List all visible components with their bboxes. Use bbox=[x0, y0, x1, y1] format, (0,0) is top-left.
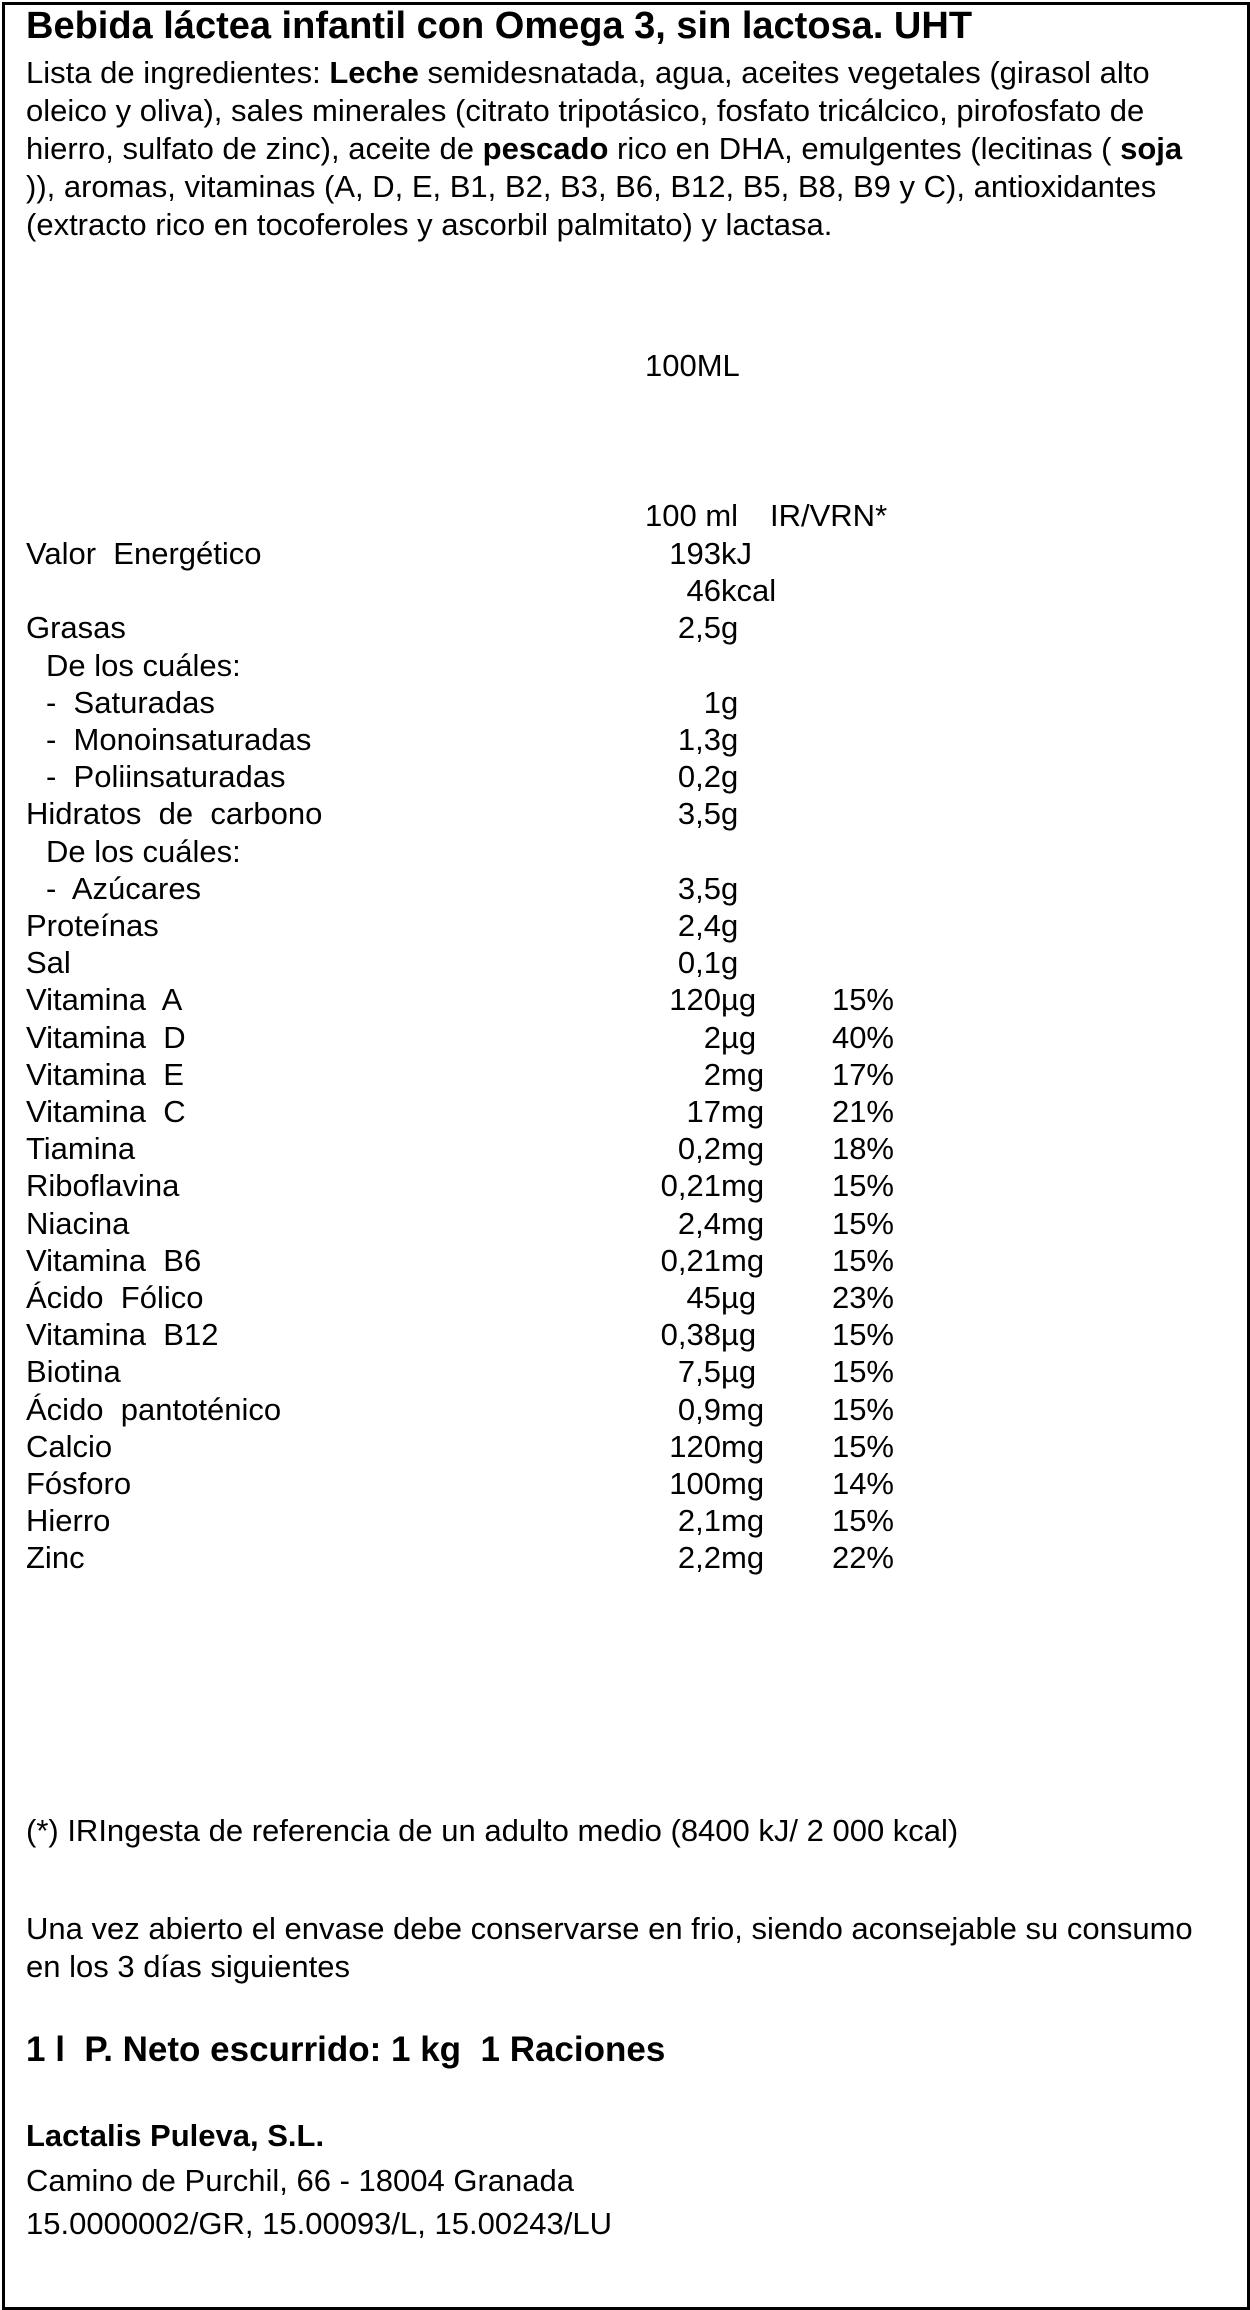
nutrient-ir-percent: 15% bbox=[831, 1317, 894, 1353]
nutrient-value: 2 bbox=[703, 1056, 721, 1092]
nutrient-unit: g bbox=[721, 870, 739, 906]
nutrition-row bbox=[0, 981, 1250, 1018]
nutrient-unit: mg bbox=[721, 1503, 765, 1539]
nutrition-row bbox=[0, 944, 1250, 981]
nutrient-name: Vitamina D bbox=[26, 1019, 186, 1055]
nutrient-unit: mg bbox=[721, 1540, 765, 1576]
allergen-highlight: Leche bbox=[329, 55, 419, 90]
allergen-highlight: soja bbox=[1120, 131, 1183, 166]
nutrient-value: 2,5 bbox=[677, 610, 721, 646]
nutrient-unit: g bbox=[721, 610, 739, 646]
nutrient-unit: mg bbox=[721, 1428, 765, 1464]
nutrient-ir-percent: 15% bbox=[831, 1354, 894, 1390]
ingredients-prefix: Lista de ingredientes: bbox=[26, 55, 330, 90]
nutrition-row bbox=[0, 684, 1250, 721]
nutrient-value: 2 bbox=[703, 1019, 721, 1055]
nutrient-name: Biotina bbox=[26, 1354, 121, 1390]
nutrition-row bbox=[0, 833, 1250, 870]
nutrient-value: 120 bbox=[669, 1428, 721, 1464]
nutrient-ir-percent: 15% bbox=[831, 1168, 894, 1204]
nutrition-row bbox=[0, 870, 1250, 907]
nutrient-value: 0,38 bbox=[660, 1317, 721, 1353]
nutrient-value: 100 bbox=[669, 1466, 721, 1501]
nutrient-unit: mg bbox=[721, 1168, 765, 1204]
nutrient-unit: µg bbox=[721, 982, 757, 1018]
nutrient-unit: g bbox=[721, 796, 739, 832]
nutrient-name: Hidratos de carbono bbox=[26, 796, 323, 832]
nutrition-row bbox=[0, 1093, 1250, 1130]
nutrition-row bbox=[0, 572, 1250, 609]
nutrient-unit: g bbox=[721, 759, 739, 795]
nutrient-ir-percent: 15% bbox=[831, 982, 894, 1018]
nutrient-ir-percent: 17% bbox=[831, 1056, 894, 1092]
nutrient-value: 193 bbox=[669, 536, 721, 571]
nutrient-name: - Saturadas bbox=[46, 684, 215, 720]
nutrient-value: 0,21 bbox=[660, 1168, 721, 1204]
nutrition-row bbox=[0, 1391, 1250, 1428]
company-address: Camino de Purchil, 66 - 18004 Granada bbox=[26, 2163, 574, 2198]
nutrition-row bbox=[0, 1130, 1250, 1167]
nutrient-name: Zinc bbox=[26, 1540, 85, 1576]
nutrition-row bbox=[0, 1242, 1250, 1279]
nutrient-unit: g bbox=[721, 684, 739, 720]
nutrient-ir-percent: 15% bbox=[831, 1391, 894, 1427]
nutrient-name: Sal bbox=[26, 945, 71, 981]
nutrition-row bbox=[0, 1167, 1250, 1204]
nutrient-name: Ácido pantoténico bbox=[26, 1391, 282, 1427]
nutrition-row bbox=[0, 1539, 1250, 1576]
nutrient-unit: kcal bbox=[721, 573, 777, 609]
nutrient-name: Proteínas bbox=[26, 908, 159, 943]
nutrition-row bbox=[0, 609, 1250, 646]
ingredients-segment: rico en DHA, emulgentes (lecitinas ( bbox=[608, 131, 1121, 166]
nutrient-ir-percent: 15% bbox=[831, 1242, 894, 1278]
nutrient-value: 45 bbox=[686, 1280, 721, 1315]
nutrient-unit: kJ bbox=[721, 536, 752, 571]
nutrition-row bbox=[0, 1205, 1250, 1242]
nutrition-row bbox=[0, 647, 1250, 684]
column-header-ir: IR/VRN* bbox=[770, 498, 888, 533]
nutrition-row bbox=[0, 758, 1250, 795]
footnote: (*) IRIngesta de referencia de un adulto medio (8400 kJ/ 2 000 kcal) bbox=[26, 1813, 959, 1848]
nutrient-ir-percent: 22% bbox=[831, 1540, 894, 1576]
nutrition-row bbox=[0, 1353, 1250, 1390]
nutrient-unit: g bbox=[721, 945, 739, 981]
nutrient-name: Vitamina C bbox=[26, 1094, 186, 1129]
nutrient-value: 3,5 bbox=[677, 796, 721, 832]
ingredients-list bbox=[26, 54, 1216, 244]
nutrient-unit: g bbox=[721, 722, 739, 757]
nutrient-unit: µg bbox=[721, 1019, 757, 1055]
nutrition-row bbox=[0, 795, 1250, 832]
column-header-per100: 100 ml bbox=[645, 498, 739, 533]
nutrient-value: 3,5 bbox=[677, 870, 721, 906]
nutrient-name: Grasas bbox=[26, 610, 126, 646]
nutrient-unit: mg bbox=[721, 1094, 765, 1129]
nutrient-unit: g bbox=[721, 908, 739, 943]
ingredients-segment: semidesnatada, agua, aceites vegetales (girasol alto oleico y oliva), sales minerales (citrato tripotásico, fosfato tricálcico, pirofosfato de hierro, sulfato de zinc), aceite de bbox=[26, 55, 1150, 166]
nutrient-name: Ácido Fólico bbox=[26, 1280, 204, 1315]
nutrition-row bbox=[0, 1279, 1250, 1316]
nutrient-name: Valor Energético bbox=[26, 536, 262, 571]
nutrient-unit: mg bbox=[721, 1391, 765, 1427]
nutrient-unit: mg bbox=[721, 1242, 765, 1278]
nutrient-ir-percent: 14% bbox=[831, 1466, 894, 1501]
nutrient-unit: µg bbox=[721, 1280, 757, 1315]
nutrient-name: Tiamina bbox=[26, 1131, 136, 1167]
nutrition-row bbox=[0, 907, 1250, 944]
nutrient-unit: µg bbox=[721, 1354, 757, 1390]
storage-instructions: Una vez abierto el envase debe conservarse en frio, siendo aconsejable su consumo en los 3 días siguientes bbox=[26, 1911, 1193, 1984]
nutrient-value: 0,2 bbox=[677, 1131, 721, 1167]
nutrition-row bbox=[0, 721, 1250, 758]
nutrient-name: - Poliinsaturadas bbox=[46, 759, 286, 795]
nutrition-row bbox=[0, 535, 1250, 572]
ingredients-segment: )), aromas, vitaminas (A, D, E, B1, B2, B3, B6, B12, B5, B8, B9 y C), antioxidantes (extracto rico en tocoferoles y ascorbil palmitato) y lactasa. bbox=[26, 169, 1157, 242]
nutrient-ir-percent: 15% bbox=[831, 1428, 894, 1464]
nutrient-name: Vitamina E bbox=[26, 1056, 184, 1092]
nutrition-row bbox=[0, 1316, 1250, 1353]
nutrient-ir-percent: 15% bbox=[831, 1205, 894, 1241]
nutrient-name: De los cuáles: bbox=[46, 833, 241, 869]
nutrient-value: 2,2 bbox=[677, 1540, 721, 1576]
nutrient-value: 2,4 bbox=[677, 1205, 721, 1241]
registry-numbers: 15.0000002/GR, 15.00093/L, 15.00243/LU bbox=[26, 2206, 613, 2241]
nutrient-name: Vitamina A bbox=[26, 982, 183, 1018]
nutrient-value: 0,2 bbox=[677, 759, 721, 795]
nutrient-name: Riboflavina bbox=[26, 1168, 180, 1204]
nutrient-value: 7,5 bbox=[677, 1354, 721, 1390]
nutrition-row bbox=[0, 1502, 1250, 1539]
nutrient-value: 2,1 bbox=[677, 1503, 721, 1539]
nutrient-value: 120 bbox=[669, 982, 721, 1018]
nutrient-ir-percent: 18% bbox=[831, 1131, 894, 1167]
nutrient-unit: mg bbox=[721, 1131, 765, 1167]
nutrient-ir-percent: 40% bbox=[831, 1019, 894, 1055]
nutrient-ir-percent: 21% bbox=[831, 1094, 894, 1129]
nutrient-value: 1,3 bbox=[677, 722, 721, 757]
nutrition-row bbox=[0, 1056, 1250, 1093]
nutrient-name: Niacina bbox=[26, 1205, 130, 1241]
nutrient-value: 1 bbox=[703, 684, 721, 720]
nutrient-value: 0,9 bbox=[677, 1391, 721, 1427]
nutrient-value: 0,1 bbox=[677, 945, 721, 981]
allergen-highlight: pescado bbox=[482, 131, 609, 166]
nutrient-value: 2,4 bbox=[677, 908, 721, 943]
net-content: 1 l P. Neto escurrido: 1 kg 1 Raciones bbox=[26, 2030, 666, 2069]
company-name: Lactalis Puleva, S.L. bbox=[26, 2118, 325, 2153]
nutrient-unit: mg bbox=[721, 1466, 765, 1501]
nutrient-unit: mg bbox=[721, 1056, 765, 1092]
nutrient-unit: µg bbox=[721, 1317, 757, 1353]
nutrient-name: Calcio bbox=[26, 1428, 113, 1464]
nutrient-ir-percent: 23% bbox=[831, 1280, 894, 1315]
nutrient-name: - Monoinsaturadas bbox=[46, 722, 312, 757]
nutrient-value: 17 bbox=[686, 1094, 721, 1129]
nutrient-name: De los cuáles: bbox=[46, 647, 241, 683]
nutrient-ir-percent: 15% bbox=[831, 1503, 894, 1539]
nutrient-unit: mg bbox=[721, 1205, 765, 1241]
nutrient-name: Hierro bbox=[26, 1503, 111, 1539]
nutrient-value: 46 bbox=[686, 573, 721, 609]
product-title: Bebida láctea infantil con Omega 3, sin lactosa. UHT bbox=[26, 5, 973, 47]
nutrient-name: Vitamina B6 bbox=[26, 1242, 202, 1278]
nutrition-row bbox=[0, 1019, 1250, 1056]
nutrition-row bbox=[0, 1428, 1250, 1465]
nutrient-name: - Azúcares bbox=[46, 870, 202, 906]
serving-header: 100ML bbox=[645, 348, 740, 383]
nutrient-name: Vitamina B12 bbox=[26, 1317, 219, 1353]
nutrient-name: Fósforo bbox=[26, 1466, 132, 1501]
nutrient-value: 0,21 bbox=[660, 1242, 721, 1278]
nutrition-row bbox=[0, 1465, 1250, 1502]
